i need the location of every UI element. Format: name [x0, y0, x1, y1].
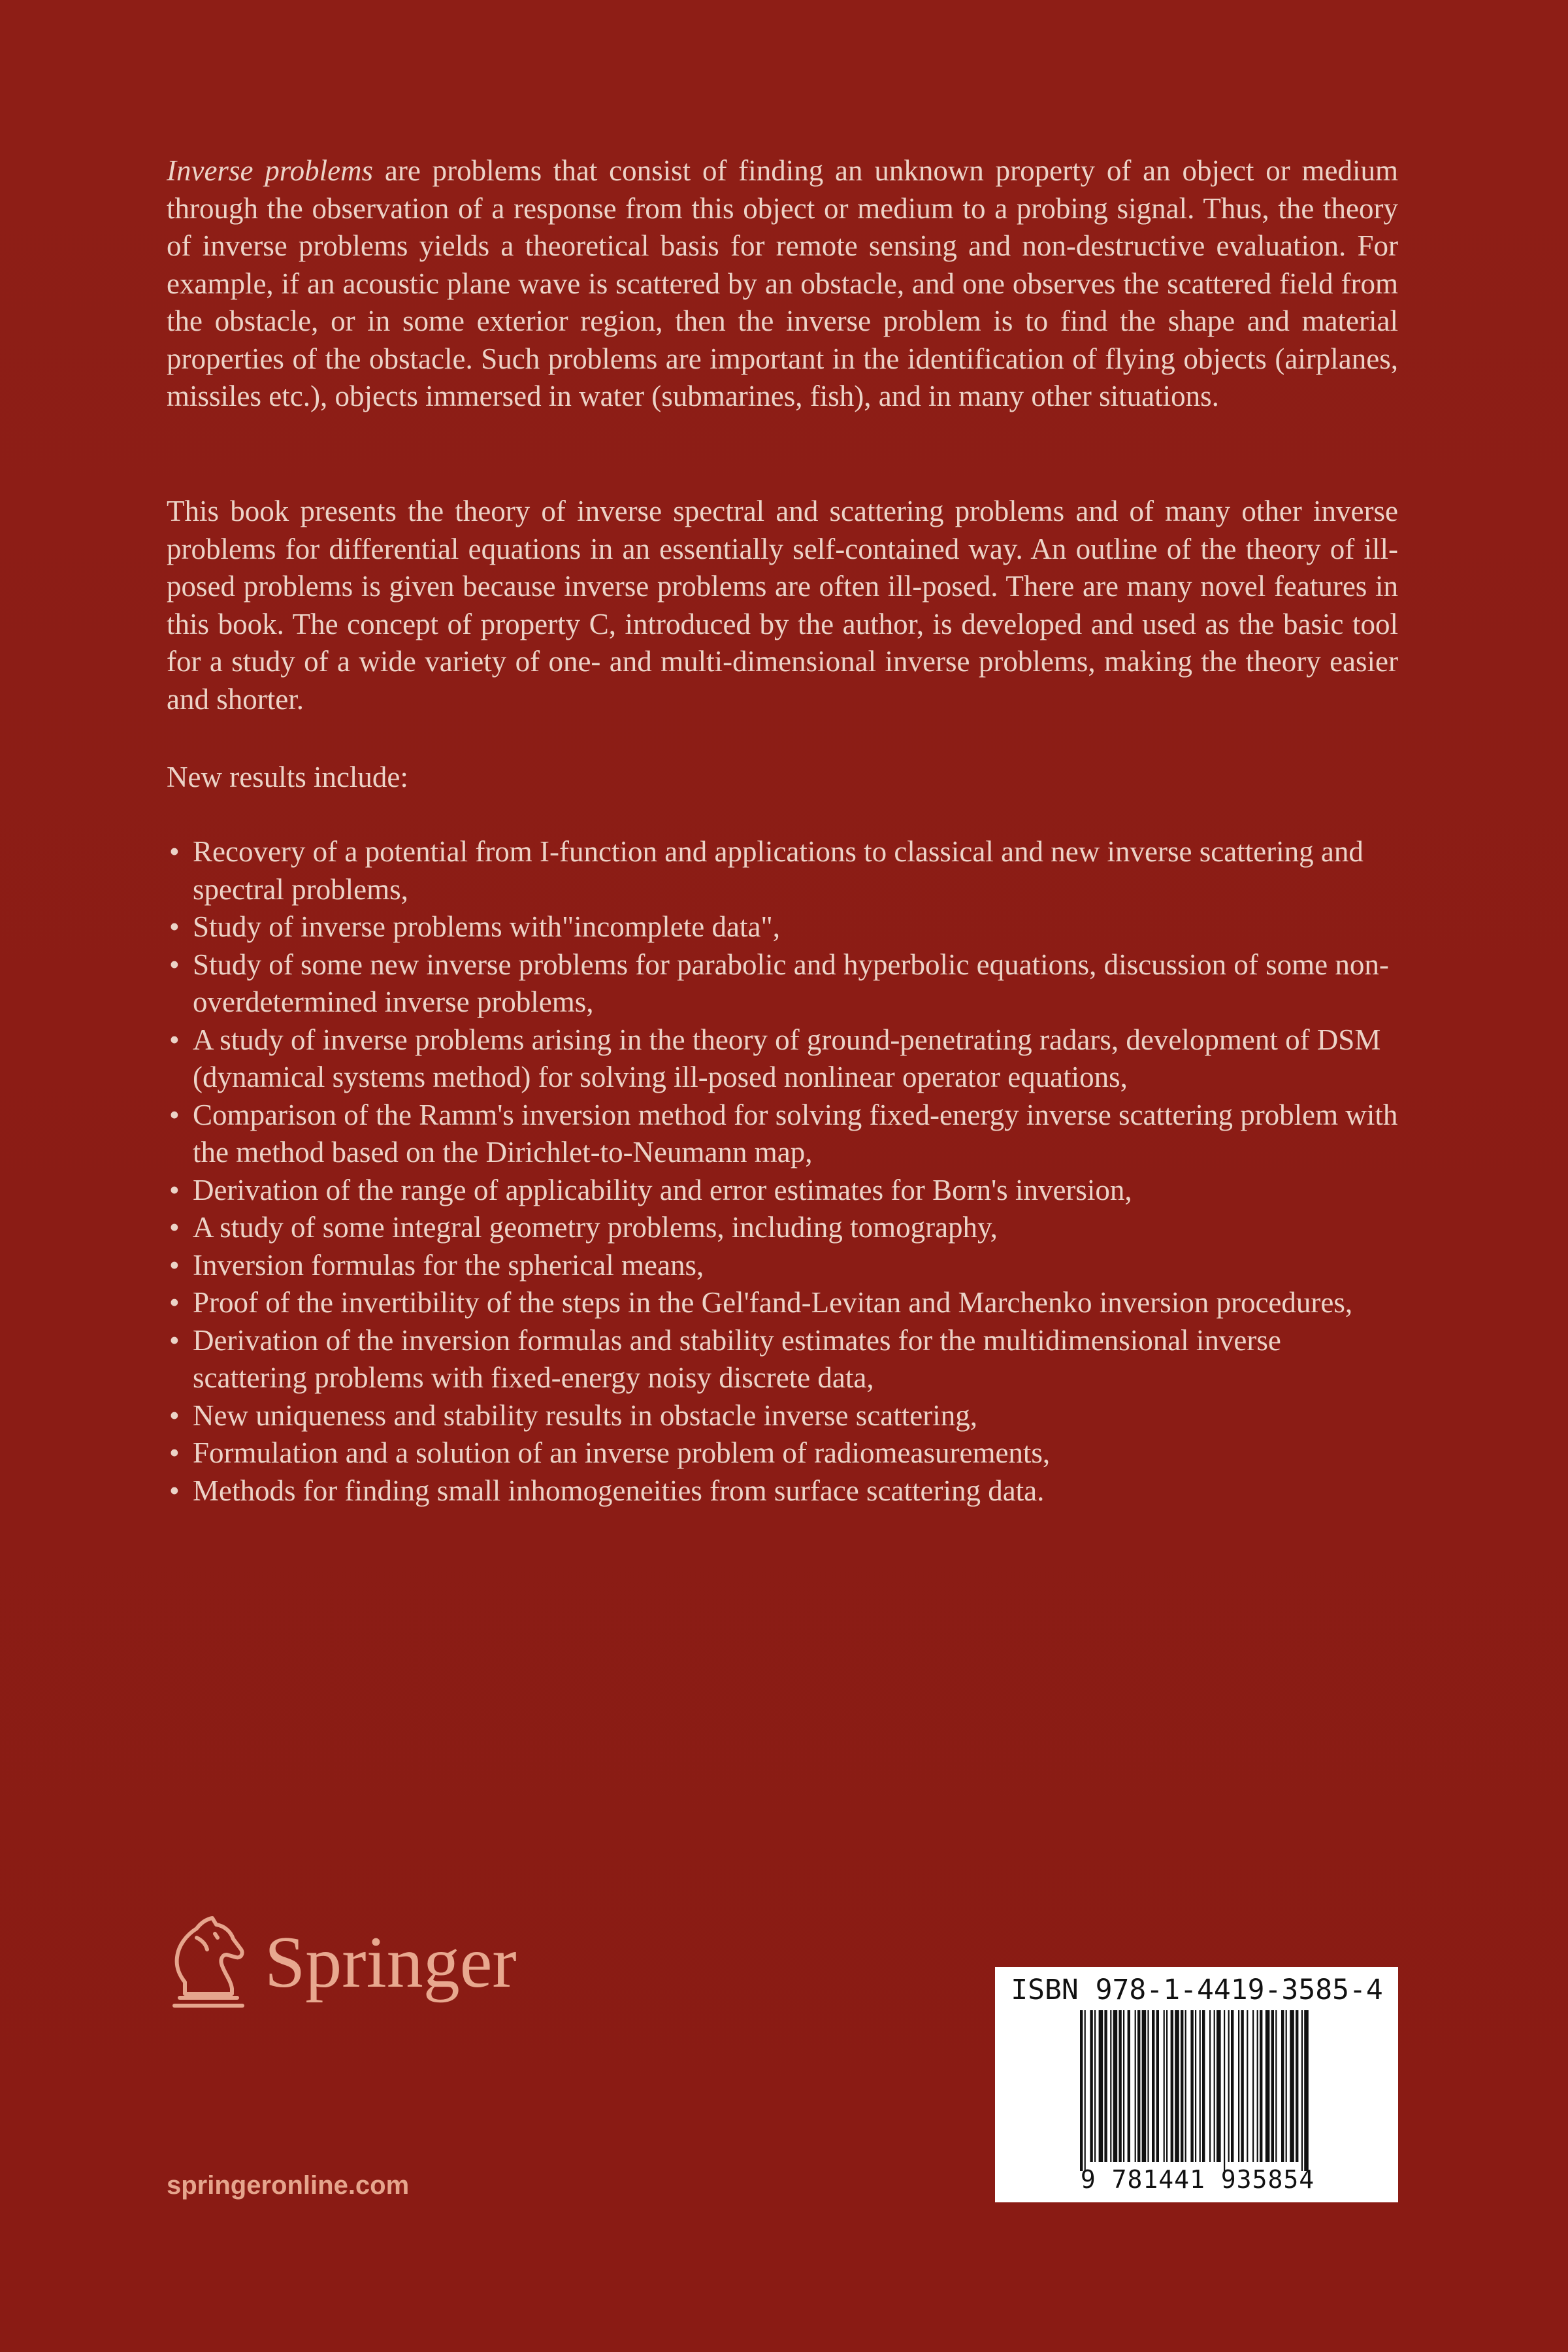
barcode-bar	[1099, 2010, 1103, 2162]
bullet-icon: •	[169, 1248, 180, 1282]
isbn-barcode	[995, 1967, 1398, 2202]
barcode-bar	[1257, 2010, 1258, 2162]
barcode-bar	[1175, 2010, 1179, 2162]
bullet-icon: •	[169, 1436, 180, 1469]
barcode-bar	[1181, 2010, 1183, 2162]
springer-knight-logo-icon	[160, 1912, 252, 2010]
result-item	[167, 946, 1398, 1021]
result-item	[167, 1209, 1398, 1247]
barcode-bar	[1290, 2010, 1294, 2162]
barcode-bar	[1238, 2010, 1239, 2162]
barcode-bar	[1135, 2010, 1136, 2162]
results-list	[167, 833, 1398, 1510]
result-item	[167, 1247, 1398, 1285]
barcode-bar	[1260, 2010, 1262, 2162]
barcode-bar	[1224, 2010, 1225, 2171]
barcode-bar	[1281, 2010, 1284, 2162]
barcode-bar	[1094, 2010, 1096, 2162]
result-item-text: Study of inverse problems with"incomplete data",	[193, 910, 781, 943]
result-item	[167, 908, 1398, 946]
barcode-bar	[1171, 2010, 1173, 2162]
result-item-text: Recovery of a potential from I-function and applications to classical and new inverse scattering and spectral problems,	[193, 835, 1364, 906]
book-summary-text: This book presents the theory of inverse spectral and scattering problems and of many other inverse problems for differential equations in an essentially self-contained way. An outline of the theory of ill-posed problems is given because inverse problems are often ill-posed. There are many novel features in this book. The concept of property C, introduced by the author, is developed and used as the basic tool for a study of a wide variety of one- and multi-dimensional inverse problems, making the theory easier and shorter.	[167, 495, 1398, 716]
result-item-text: Methods for finding small inhomogeneities from surface scattering data.	[193, 1474, 1045, 1507]
barcode-bar	[1164, 2010, 1165, 2162]
barcode-bar	[1142, 2010, 1147, 2162]
bullet-icon: •	[169, 1211, 180, 1244]
bullet-icon: •	[169, 835, 180, 868]
barcode-bar	[1190, 2010, 1193, 2162]
result-item-text: Study of some new inverse problems for parabolic and hyperbolic equations, discussion of some non-overdetermined inverse problems,	[193, 948, 1389, 1018]
result-item-text: Proof of the invertibility of the steps in the Gel'fand-Levitan and Marchenko inversion procedures,	[193, 1286, 1353, 1319]
barcode-bar	[1296, 2010, 1298, 2162]
result-item-text: Comparison of the Ramm's inversion method for solving fixed-energy inverse scattering problem with the method based on the Dirichlet-to-Neumann map,	[193, 1098, 1398, 1168]
bullet-icon: •	[169, 910, 180, 943]
bullet-icon: •	[169, 948, 180, 981]
barcode-bar	[1209, 2010, 1211, 2162]
publisher-website: springeronline.com	[167, 2171, 410, 2200]
isbn-label: ISBN 978-1-4419-3585-4	[1011, 1974, 1383, 2006]
intro-lead-term: Inverse problems	[167, 154, 374, 187]
bullet-icon: •	[169, 1474, 180, 1507]
barcode-bar	[1110, 2010, 1111, 2162]
barcode-bar	[1217, 2010, 1221, 2162]
result-item-text: Inversion formulas for the spherical means,	[193, 1248, 704, 1282]
bullet-icon: •	[169, 1323, 180, 1357]
bullet-icon: •	[169, 1173, 180, 1206]
result-item-text: A study of some integral geometry problems, including tomography,	[193, 1211, 998, 1244]
barcode-bar	[1214, 2010, 1215, 2162]
springer-brand	[160, 1905, 565, 2023]
bullet-icon: •	[169, 1023, 180, 1056]
barcode-bar	[1301, 2010, 1303, 2171]
result-item-text: New uniqueness and stability results in obstacle inverse scattering,	[193, 1399, 977, 1432]
description-paragraph-1	[167, 152, 1398, 416]
result-item-text: Derivation of the range of applicability and error estimates for Born's inversion,	[193, 1173, 1132, 1206]
barcode-bar	[1275, 2010, 1277, 2162]
barcode-bar	[1085, 2010, 1086, 2171]
barcode-digits: 9 781441 935854	[1080, 2165, 1315, 2194]
barcode-bar	[1156, 2010, 1159, 2162]
result-item	[167, 833, 1398, 908]
barcode-bar	[1137, 2010, 1140, 2162]
springer-wordmark: Springer	[265, 1922, 517, 2003]
result-item	[167, 1172, 1398, 1210]
result-item	[167, 1097, 1398, 1172]
barcode-bar	[1195, 2010, 1196, 2162]
result-item	[167, 1434, 1398, 1472]
result-item-text: Derivation of the inversion formulas and stability estimates for the multidimensional inverse scattering problems with fixed-energy noisy discrete data,	[193, 1323, 1281, 1394]
barcode-bar	[1147, 2010, 1149, 2162]
barcode-bar	[1185, 2010, 1186, 2162]
intro-paragraph-text: are problems that consist of finding an unknown property of an object or medium through the observation of a response from this object or medium to a probing signal. Thus, the theory of inverse problems yields a theoretical basis for remote sensing and non-destructive evaluation. For example, if an acoustic plane wave is scattered by an obstacle, and one observes the scattered field from the obstacle, or in some exterior region, then the inverse problem is to find the shape and material properties of the obstacle. Such problems are important in the identification of flying objects (airplanes, missiles etc.), objects immersed in water (submarines, fish), and in many other situations.	[167, 154, 1398, 412]
barcode-bar	[1241, 2010, 1243, 2162]
result-item-text: A study of inverse problems arising in the theory of ground-penetrating radars, development of DSM (dynamical systems method) for solving ill-posed nonlinear operator equations,	[193, 1023, 1381, 1093]
barcode-bar	[1200, 2010, 1201, 2162]
result-item	[167, 1472, 1398, 1510]
result-item	[167, 1284, 1398, 1322]
barcode-bar	[1271, 2010, 1274, 2162]
bullet-icon: •	[169, 1098, 180, 1131]
barcode-bar	[1113, 2010, 1118, 2162]
barcode-bar	[1202, 2010, 1205, 2162]
new-results-heading: New results include:	[167, 761, 408, 793]
barcode-bar	[1228, 2010, 1230, 2162]
result-item	[167, 1021, 1398, 1097]
barcode-bar	[1252, 2010, 1254, 2162]
barcode-bar	[1119, 2010, 1121, 2162]
result-item-text: Formulation and a solution of an inverse problem of radiomeasurements,	[193, 1436, 1051, 1469]
barcode-bar	[1152, 2010, 1154, 2162]
barcode-bar	[1123, 2010, 1124, 2162]
bullet-icon: •	[169, 1399, 180, 1432]
barcode-bar	[1080, 2010, 1083, 2171]
result-item	[167, 1322, 1398, 1397]
bullet-icon: •	[169, 1286, 180, 1319]
barcode-bar	[1166, 2010, 1168, 2162]
barcode-bar	[1104, 2010, 1107, 2162]
barcode-bar	[1247, 2010, 1248, 2162]
barcode-bar	[1286, 2010, 1287, 2162]
barcode-bar	[1266, 2010, 1270, 2162]
barcode-bar	[1231, 2010, 1233, 2162]
description-paragraph-2	[167, 493, 1398, 718]
result-item	[167, 1397, 1398, 1435]
barcode-bar	[1304, 2010, 1309, 2171]
barcode-bar	[1128, 2010, 1130, 2162]
barcode-bar	[1090, 2010, 1092, 2162]
